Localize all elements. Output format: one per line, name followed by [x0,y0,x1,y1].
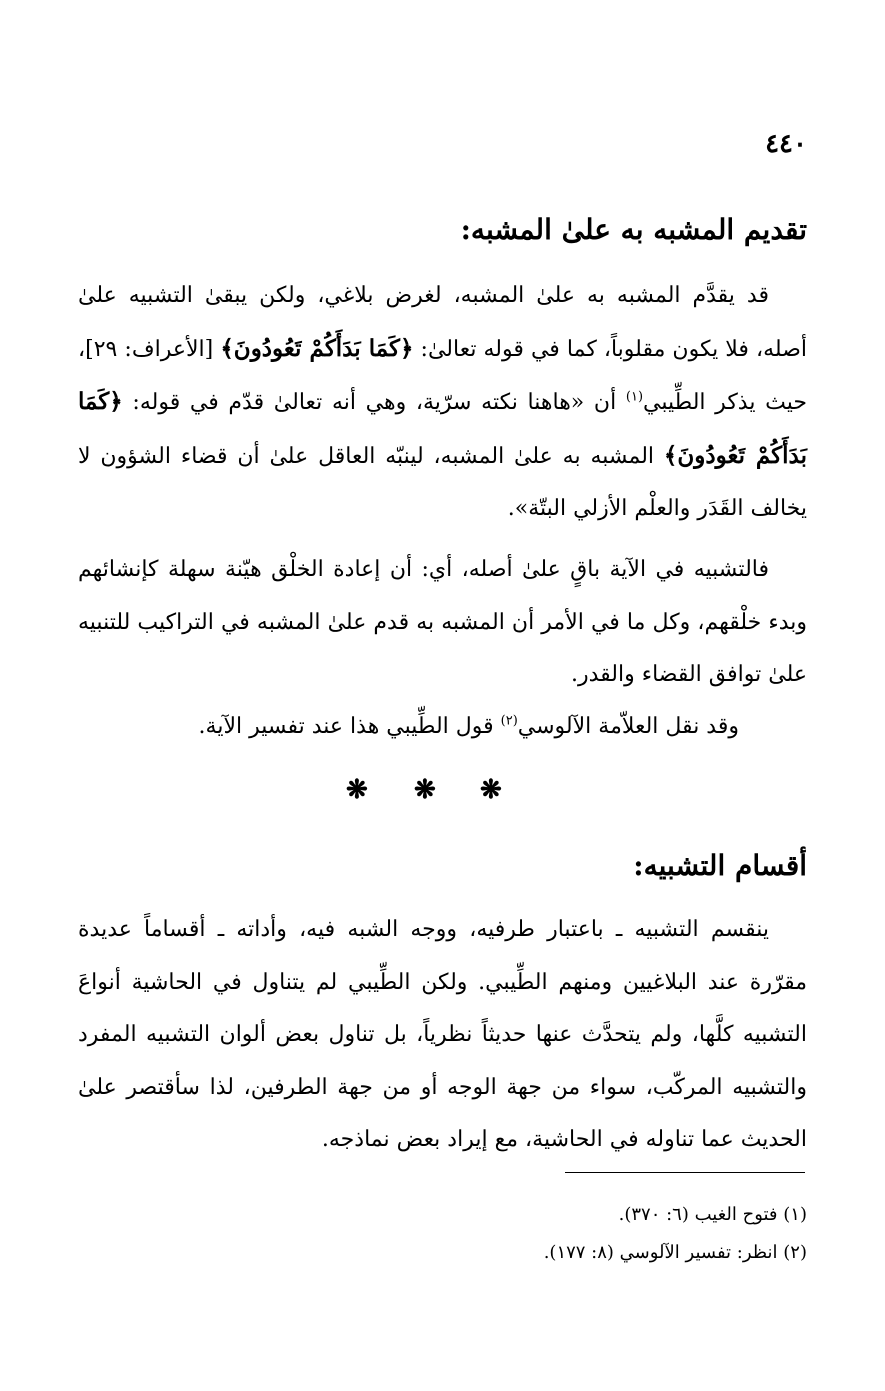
footnote-divider [565,1172,805,1173]
footnote-item: (٢) انظر: تفسير الآلوسي (٨: ١٧٧). [543,1242,807,1263]
paragraph-explanation: فالتشبيه في الآية باقٍ علىٰ أصله، أي: أن إعادة الخلْق هيّنة سهلة كإنشائهم وبدء خلْقهم، وكل ما في الأمر أن المشبه به قدم علىٰ المشبه في التراكيب للتنبيه علىٰ توافق القضاء والقدر. [78,557,807,687]
paragraph-citation [78,701,807,754]
paragraph-types: ينقسم التشبيه ـ باعتبار طرفيه، ووجه الشبه فيه، وأداته ـ أقساماً عديدة مقرّرة عند البلاغيين ومنهم الطِّيبي. ولكن الطِّيبي لم يتناول في الحاشية أنواعَ التشبيه كلَّها، ولم يتحدَّث عنها حديثاً نظرياً، بل تناول بعض ألوان التشبيه المفرد والتشبيه المركّب، سواء من جهة الوجه أو من جهة الطرفين، لذا سأقتصر علىٰ الحديث عما تناوله في الحاشية، مع إيراد بعض نماذجه. [78,917,807,1152]
paragraph-text: المشبه به علىٰ المشبه، لينبّه العاقل علىٰ أن قضاء الشؤون لا يخالف القَدَر والعلْم الأزلي البتّة». [78,443,807,521]
section-separator [0,770,885,810]
page-number: ٤٤٠ [765,129,807,159]
footnote-reference[interactable]: (٢) [500,713,518,729]
footnotes-list [78,1196,807,1272]
quran-verse: ﴿كَمَا بَدَأَكُمْ تَعُودُونَ﴾ [220,334,414,362]
section-heading-types-of-simile: أقسام التشبيه: [633,849,807,882]
separator-star-icon: ❋ [346,775,368,805]
section-heading-preceding-vehicle: تقديم المشبه به علىٰ المشبه: [460,213,807,246]
paragraph-text: قد يقدَّم المشبه به علىٰ المشبه، لغرض بلاغي، ولكن يبقىٰ التشبيه علىٰ أصله، فلا يكون مقلوباً، كما في قوله تعالىٰ: [78,283,807,362]
paragraph-text: [الأعراف: ٢٩]، حيث يذكر الطِّيبي [78,336,807,415]
quran-verse: ﴿كَمَا بَدَأَكُمْ تَعُودُونَ﴾ [78,388,807,469]
paragraph-text: أن «هاهنا نكته سرّية، وهي أنه تعالىٰ قدّم في قوله: [122,390,626,415]
footnote-item: (١) فتوح الغيب (٦: ٣٧٠). [618,1204,807,1225]
paragraph-text: وقد نقل العلاّمة الآلوسي [517,714,739,739]
separator-star-icon: ❋ [480,775,502,805]
footnote-reference[interactable]: (١) [625,389,644,405]
separator-star-icon: ❋ [414,775,436,805]
paragraph-intro [78,270,807,536]
paragraph-text: قول الطِّيبي هذا عند تفسير الآية. [198,714,501,739]
